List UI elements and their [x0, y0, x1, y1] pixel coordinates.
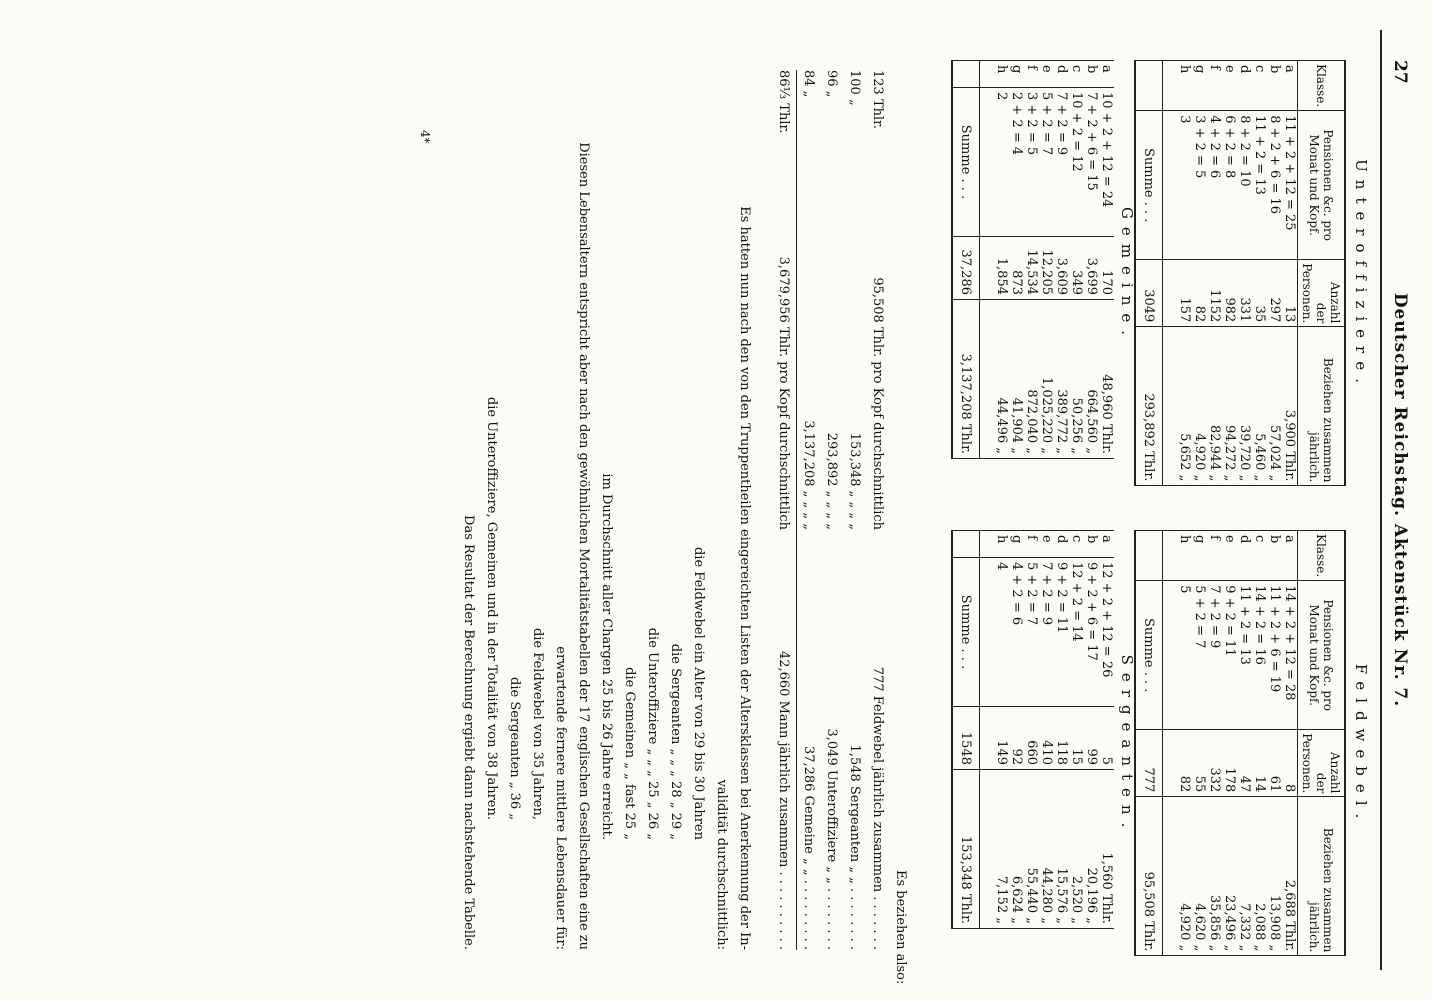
row-pension: 8 + 2 + 6 = 16: [1267, 111, 1282, 260]
row-pension: 14 + 2 = 16: [1252, 581, 1267, 730]
table-row: [1237, 61, 1252, 486]
table-body: [1135, 531, 1298, 956]
row-count: 157: [1177, 260, 1192, 327]
row-total: 2,088 „: [1252, 797, 1267, 956]
table-row: [994, 61, 1009, 459]
row-count: 82: [1192, 260, 1207, 327]
col-header-pensionen: Pensionen &c. pro Monat und Kopf.: [1298, 111, 1346, 260]
row-pension: 11 + 2 = 13: [1252, 111, 1267, 260]
row-total: 94,272 „: [1222, 327, 1237, 486]
table-row: [1009, 531, 1024, 929]
row-class: g: [1192, 531, 1207, 581]
summary-row: [866, 70, 889, 950]
summary-amount: 95,508 Thlr. pro Kopf durchschnittlich: [870, 277, 885, 530]
row-class: d: [1054, 531, 1069, 558]
table-spacer: [1163, 61, 1178, 486]
sum-count: 1548: [952, 707, 980, 770]
col-header-klasse: Klasse.: [1298, 61, 1346, 111]
sum-total: 3,137,208 Thlr.: [952, 300, 980, 459]
row-pension: 7 + 2 = 9: [1039, 558, 1054, 707]
summary-total-label: 42,660 Mann jährlich zusammen . . . . . . . . . .: [776, 650, 791, 950]
row-total: 48,960 Thlr.: [1099, 300, 1114, 459]
row-count: 5: [1099, 707, 1114, 770]
table-row: [1237, 531, 1252, 956]
table-body: [1135, 61, 1298, 486]
table-row: [1024, 531, 1039, 929]
row-class: f: [1024, 61, 1039, 88]
running-header: [1380, 40, 1410, 960]
row-total: 7,152 „: [994, 770, 1009, 929]
row-pension: 11 + 2 + 6 = 19: [1267, 581, 1282, 730]
row-pension: 11 + 2 = 13: [1237, 581, 1252, 730]
age-line: die Gemeinen „ „ fast 25 „: [622, 667, 637, 840]
table-row: [1222, 61, 1237, 486]
table-row: [1222, 531, 1237, 956]
row-count: 660: [1024, 707, 1039, 770]
row-total: 5,652 „: [1177, 327, 1192, 486]
row-class: b: [1267, 61, 1282, 111]
table-row: [1084, 61, 1099, 459]
row-count: 178: [1222, 730, 1237, 797]
table-row: [1252, 61, 1267, 486]
table-unteroffiziere: [1134, 60, 1346, 486]
summary-amount: 293,892 „ „ „ „: [824, 432, 839, 530]
body-text: [457, 70, 756, 950]
table-row: [1267, 531, 1282, 956]
col-header-beziehen: Beziehen zusammen jährlich.: [1298, 327, 1346, 486]
col-header-klasse: Klasse.: [1298, 531, 1346, 581]
row-class: c: [1252, 531, 1267, 581]
row-class: a: [1099, 61, 1114, 88]
summary-row: [820, 70, 843, 950]
table-row: [1009, 61, 1024, 459]
summary-intro: Es beziehen also:: [893, 870, 908, 985]
row-pension: 14 + 2 + 12 = 28: [1282, 581, 1298, 730]
row-pension: 9 + 2 = 11: [1054, 558, 1069, 707]
row-count: 410: [1039, 707, 1054, 770]
row-pension: 4: [994, 558, 1009, 707]
row-count: 3,699: [1084, 237, 1099, 300]
sum-class: [952, 61, 980, 88]
table-row: [1192, 61, 1207, 486]
row-count: 13: [1282, 260, 1298, 327]
summary-block: [772, 70, 912, 985]
row-pension: 4 + 2 = 6: [1207, 111, 1222, 260]
section-title-feldwebel: Feldwebel.: [1352, 663, 1370, 827]
sum-count: 37,286: [952, 237, 980, 300]
table-row: [1054, 531, 1069, 929]
row-total: 872,040 „: [1024, 300, 1039, 459]
row-total: 15,576 „: [1054, 770, 1069, 929]
table-sum-row: [952, 61, 980, 459]
summary-label: 1,548 Sergeanten „ „ . . . . . . . .: [847, 744, 862, 950]
age-line: die Unteroffiziere „ „ „ 25 „ 26 „: [645, 627, 660, 840]
row-pension: 12 + 2 = 14: [1069, 558, 1084, 707]
row-count: 873: [1009, 237, 1024, 300]
table-row: [1084, 531, 1099, 929]
row-count: 297: [1267, 260, 1282, 327]
row-total: 2,688 Thlr.: [1282, 797, 1298, 956]
table-row: [1282, 61, 1298, 486]
row-pension: 11 + 2 + 12 = 25: [1282, 111, 1298, 260]
age-line: die Sergeanten „ „ „ 28 „ 29 „: [668, 643, 683, 840]
row-count: 12,205: [1039, 237, 1054, 300]
paragraph-1-line-2: validität durchschnittlich:: [714, 779, 729, 950]
row-class: a: [1282, 531, 1298, 581]
summary-per-head: 123 Thlr.: [870, 70, 885, 130]
table-sum-row: [952, 531, 980, 929]
row-total: 6,624 „: [1009, 770, 1024, 929]
row-count: 170: [1099, 237, 1114, 300]
row-class: e: [1222, 531, 1237, 581]
life-expectancy-list: [480, 70, 549, 950]
table-row: [1099, 531, 1114, 929]
table-row: [1177, 61, 1192, 486]
row-class: d: [1054, 61, 1069, 88]
paragraph-2-line-2: erwartende fernere mittlere Lebensdauer für:: [553, 646, 568, 950]
row-total: 39,720 „: [1237, 327, 1252, 486]
table-row: [1069, 61, 1084, 459]
row-total: 1,560 Thlr.: [1099, 770, 1114, 929]
row-count: 61: [1267, 730, 1282, 797]
row-class: f: [1207, 61, 1222, 111]
table-row: [1039, 61, 1054, 459]
summary-label: 777 Feldwebel jährlich zusammen . . . . . . .: [870, 666, 885, 950]
summary-total-amount: 3,679,956 Thlr. pro Kopf durchschnittlich: [776, 256, 791, 530]
table-sum-row: [1135, 531, 1163, 956]
paragraph-1-line-1: Es hatten nun nach den von den Truppentheilen eingereichten Listen der Altersklassen bei Anerkennung der In-: [737, 206, 752, 950]
row-total: 35,856 „: [1207, 797, 1222, 956]
row-total: 55,440 „: [1024, 770, 1039, 929]
row-class: g: [1192, 61, 1207, 111]
row-total: 41,904 „: [1009, 300, 1024, 459]
header-rule: [1380, 30, 1382, 970]
summary-total-per-head: 86⅓ Thlr.: [776, 70, 791, 134]
row-count: 82: [1177, 730, 1192, 797]
row-class: c: [1069, 531, 1084, 558]
row-count: 99: [1084, 707, 1099, 770]
col-header-anzahl: Anzahl der Personen.: [1298, 730, 1346, 797]
row-pension: 5 + 2 = 7: [1192, 581, 1207, 730]
row-count: 1152: [1207, 260, 1222, 327]
table-row: [1267, 61, 1282, 486]
row-total: 44,496 „: [994, 300, 1009, 459]
row-class: f: [1207, 531, 1222, 581]
row-pension: 6 + 2 = 8: [1222, 111, 1237, 260]
row-count: 47: [1237, 730, 1252, 797]
row-total: 4,620 „: [1192, 797, 1207, 956]
sum-total: 153,348 Thlr.: [952, 770, 980, 929]
section-title-sergeanten: Sergeanten.: [1118, 654, 1136, 836]
row-pension: 7 + 2 = 9: [1054, 88, 1069, 237]
row-class: h: [994, 531, 1009, 558]
row-count: 55: [1192, 730, 1207, 797]
row-class: b: [1084, 531, 1099, 558]
row-total: 389,772 „: [1054, 300, 1069, 459]
summary-per-head: 100 „: [847, 70, 862, 106]
row-class: g: [1009, 531, 1024, 558]
row-pension: 5: [1177, 581, 1192, 730]
summary-rows: [797, 70, 889, 950]
row-total: 7,332 „: [1237, 797, 1252, 956]
row-pension: 12 + 2 + 12 = 26: [1099, 558, 1114, 707]
page-title: Deutscher Reichstag. Aktenstück Nr. 7.: [1390, 292, 1410, 708]
table-body: [952, 61, 1114, 459]
col-header-beziehen: Beziehen zusammen jährlich.: [1298, 797, 1346, 956]
row-total: 57,024 „: [1267, 327, 1282, 486]
table-gemeine: [951, 60, 1114, 459]
row-class: d: [1237, 61, 1252, 111]
row-pension: 2: [994, 88, 1009, 237]
row-pension: 7 + 2 + 6 = 15: [1084, 88, 1099, 237]
table-spacer: [1163, 531, 1178, 956]
table-row: [1207, 61, 1222, 486]
row-class: d: [1237, 531, 1252, 581]
life-line: die Sergeanten „ 36 „: [507, 677, 522, 820]
row-pension: 5 + 2 = 7: [1039, 88, 1054, 237]
row-pension: 10 + 2 = 12: [1069, 88, 1084, 237]
row-total: 4,920 „: [1192, 327, 1207, 486]
sum-class: [1135, 531, 1163, 581]
col-header-anzahl: Anzahl der Personen.: [1298, 260, 1346, 327]
section-title-unteroffiziere: Unteroffiziere.: [1352, 159, 1370, 391]
row-count: 14,534: [1024, 237, 1039, 300]
table-row: [1207, 531, 1222, 956]
row-class: h: [1177, 61, 1192, 111]
row-total: 13,908 „: [1267, 797, 1282, 956]
table-sergeanten: [951, 530, 1114, 929]
table-row: [1282, 531, 1298, 956]
age-line: im Durchschnitt aller Chargen 25 bis 26 Jahre erreicht.: [599, 473, 614, 840]
row-pension: 3: [1177, 111, 1192, 260]
summary-amount: 153,348 „ „ „ „: [847, 432, 862, 530]
row-total: 20,196 „: [1084, 770, 1099, 929]
row-total: 23,496 „: [1222, 797, 1237, 956]
row-class: g: [1009, 61, 1024, 88]
row-pension: 3 + 2 = 5: [1192, 111, 1207, 260]
summary-total-row: [772, 70, 795, 950]
table-header-row: [1298, 531, 1346, 956]
section-title-gemeine: Gemeine.: [1118, 206, 1136, 344]
row-class: e: [1222, 61, 1237, 111]
summary-row: [797, 70, 820, 950]
page-number: 27: [1390, 60, 1410, 84]
table-feldwebel: [1134, 530, 1346, 956]
row-pension: 8 + 2 = 10: [1237, 111, 1252, 260]
row-total: 50,256 „: [1069, 300, 1084, 459]
row-count: 92: [1009, 707, 1024, 770]
row-total: 44,280 „: [1039, 770, 1054, 929]
row-count: 118: [1054, 707, 1069, 770]
row-pension: 2 + 2 = 4: [1009, 88, 1024, 237]
age-line: die Feldwebel ein Alter von 29 bis 30 Jahren: [691, 546, 706, 840]
row-class: h: [1177, 531, 1192, 581]
row-count: 1,854: [994, 237, 1009, 300]
row-class: e: [1039, 531, 1054, 558]
row-class: b: [1267, 531, 1282, 581]
summary-per-head: 96 „: [824, 70, 839, 98]
sum-count: 3049: [1135, 260, 1163, 327]
age-list: [595, 70, 710, 950]
row-class: c: [1252, 61, 1267, 111]
table-body: [952, 531, 1114, 929]
summary-row: [843, 70, 866, 950]
sum-total: 293,892 Thlr.: [1135, 327, 1163, 486]
summary-per-head: 84 „: [801, 70, 816, 98]
row-count: 3,609: [1054, 237, 1069, 300]
row-count: 149: [994, 707, 1009, 770]
table-row: [1252, 531, 1267, 956]
table-row: [1177, 531, 1192, 956]
table-spacer: [980, 61, 995, 459]
table-row: [1054, 61, 1069, 459]
row-total: 2,520 „: [1069, 770, 1084, 929]
row-count: 332: [1207, 730, 1222, 797]
row-class: e: [1039, 61, 1054, 88]
signature-mark: 4*: [418, 130, 432, 144]
row-pension: 9 + 2 + 6 = 17: [1084, 558, 1099, 707]
row-count: 982: [1222, 260, 1237, 327]
summary-label: 37,286 Gemeine „ „ . . . . . . . . .: [801, 745, 816, 950]
row-total: 1,025,220 „: [1039, 300, 1054, 459]
row-count: 331: [1237, 260, 1252, 327]
sum-count: 777: [1135, 730, 1163, 797]
summary-amount: 3,137,208 „ „ „ „: [801, 420, 816, 530]
sum-label: Summe . . .: [1135, 111, 1163, 260]
row-count: 349: [1069, 237, 1084, 300]
table-row: [994, 531, 1009, 929]
table-row: [1099, 61, 1114, 459]
sum-label: Summe . . .: [952, 88, 980, 237]
table-header-row: [1298, 61, 1346, 486]
row-total: 82,944 „: [1207, 327, 1222, 486]
row-total: 664,560 „: [1084, 300, 1099, 459]
row-pension: 3 + 2 = 5: [1024, 88, 1039, 237]
paragraph-2-line-1: Diesen Lebensaltern entspricht aber nach den gewöhnlichen Mortalitätstabellen der 17 englischen Gesellschaften eine zu: [576, 142, 591, 950]
table-sum-row: [1135, 61, 1163, 486]
row-class: c: [1069, 61, 1084, 88]
table-spacer: [980, 531, 995, 929]
paragraph-3: Das Resultat der Berechnung ergiebt dann nachstehende Tabelle.: [461, 515, 476, 950]
sum-label: Summe . . .: [952, 558, 980, 707]
table-row: [1039, 531, 1054, 929]
table-row: [1192, 531, 1207, 956]
col-header-pensionen: Pensionen &c. pro Monat und Kopf.: [1298, 581, 1346, 730]
summary-label: 3,049 Unteroffiziere „ „ . . . . . . . .: [824, 728, 839, 950]
row-class: b: [1084, 61, 1099, 88]
row-total: 5,460 „: [1252, 327, 1267, 486]
sum-class: [952, 531, 980, 558]
row-count: 35: [1252, 260, 1267, 327]
row-count: 14: [1252, 730, 1267, 797]
row-pension: 7 + 2 = 9: [1207, 581, 1222, 730]
sum-class: [1135, 61, 1163, 111]
row-count: 8: [1282, 730, 1298, 797]
row-class: f: [1024, 531, 1039, 558]
row-total: 4,920 „: [1177, 797, 1192, 956]
sum-label: Summe . . .: [1135, 581, 1163, 730]
row-class: h: [994, 61, 1009, 88]
row-class: a: [1099, 531, 1114, 558]
row-class: a: [1282, 61, 1298, 111]
row-pension: 10 + 2 + 12 = 24: [1099, 88, 1114, 237]
life-line: die Feldwebel von 35 Jahren,: [530, 627, 545, 820]
row-count: 15: [1069, 707, 1084, 770]
table-row: [1024, 61, 1039, 459]
sum-total: 95,508 Thlr.: [1135, 797, 1163, 956]
row-pension: 5 + 2 = 7: [1024, 558, 1039, 707]
life-line: die Unteroffiziere, Gemeinen und in der Totalität von 38 Jahren.: [484, 396, 499, 820]
table-row: [1069, 531, 1084, 929]
row-pension: 9 + 2 = 11: [1222, 581, 1237, 730]
row-pension: 4 + 2 = 6: [1009, 558, 1024, 707]
row-total: 3,900 Thlr.: [1282, 327, 1298, 486]
